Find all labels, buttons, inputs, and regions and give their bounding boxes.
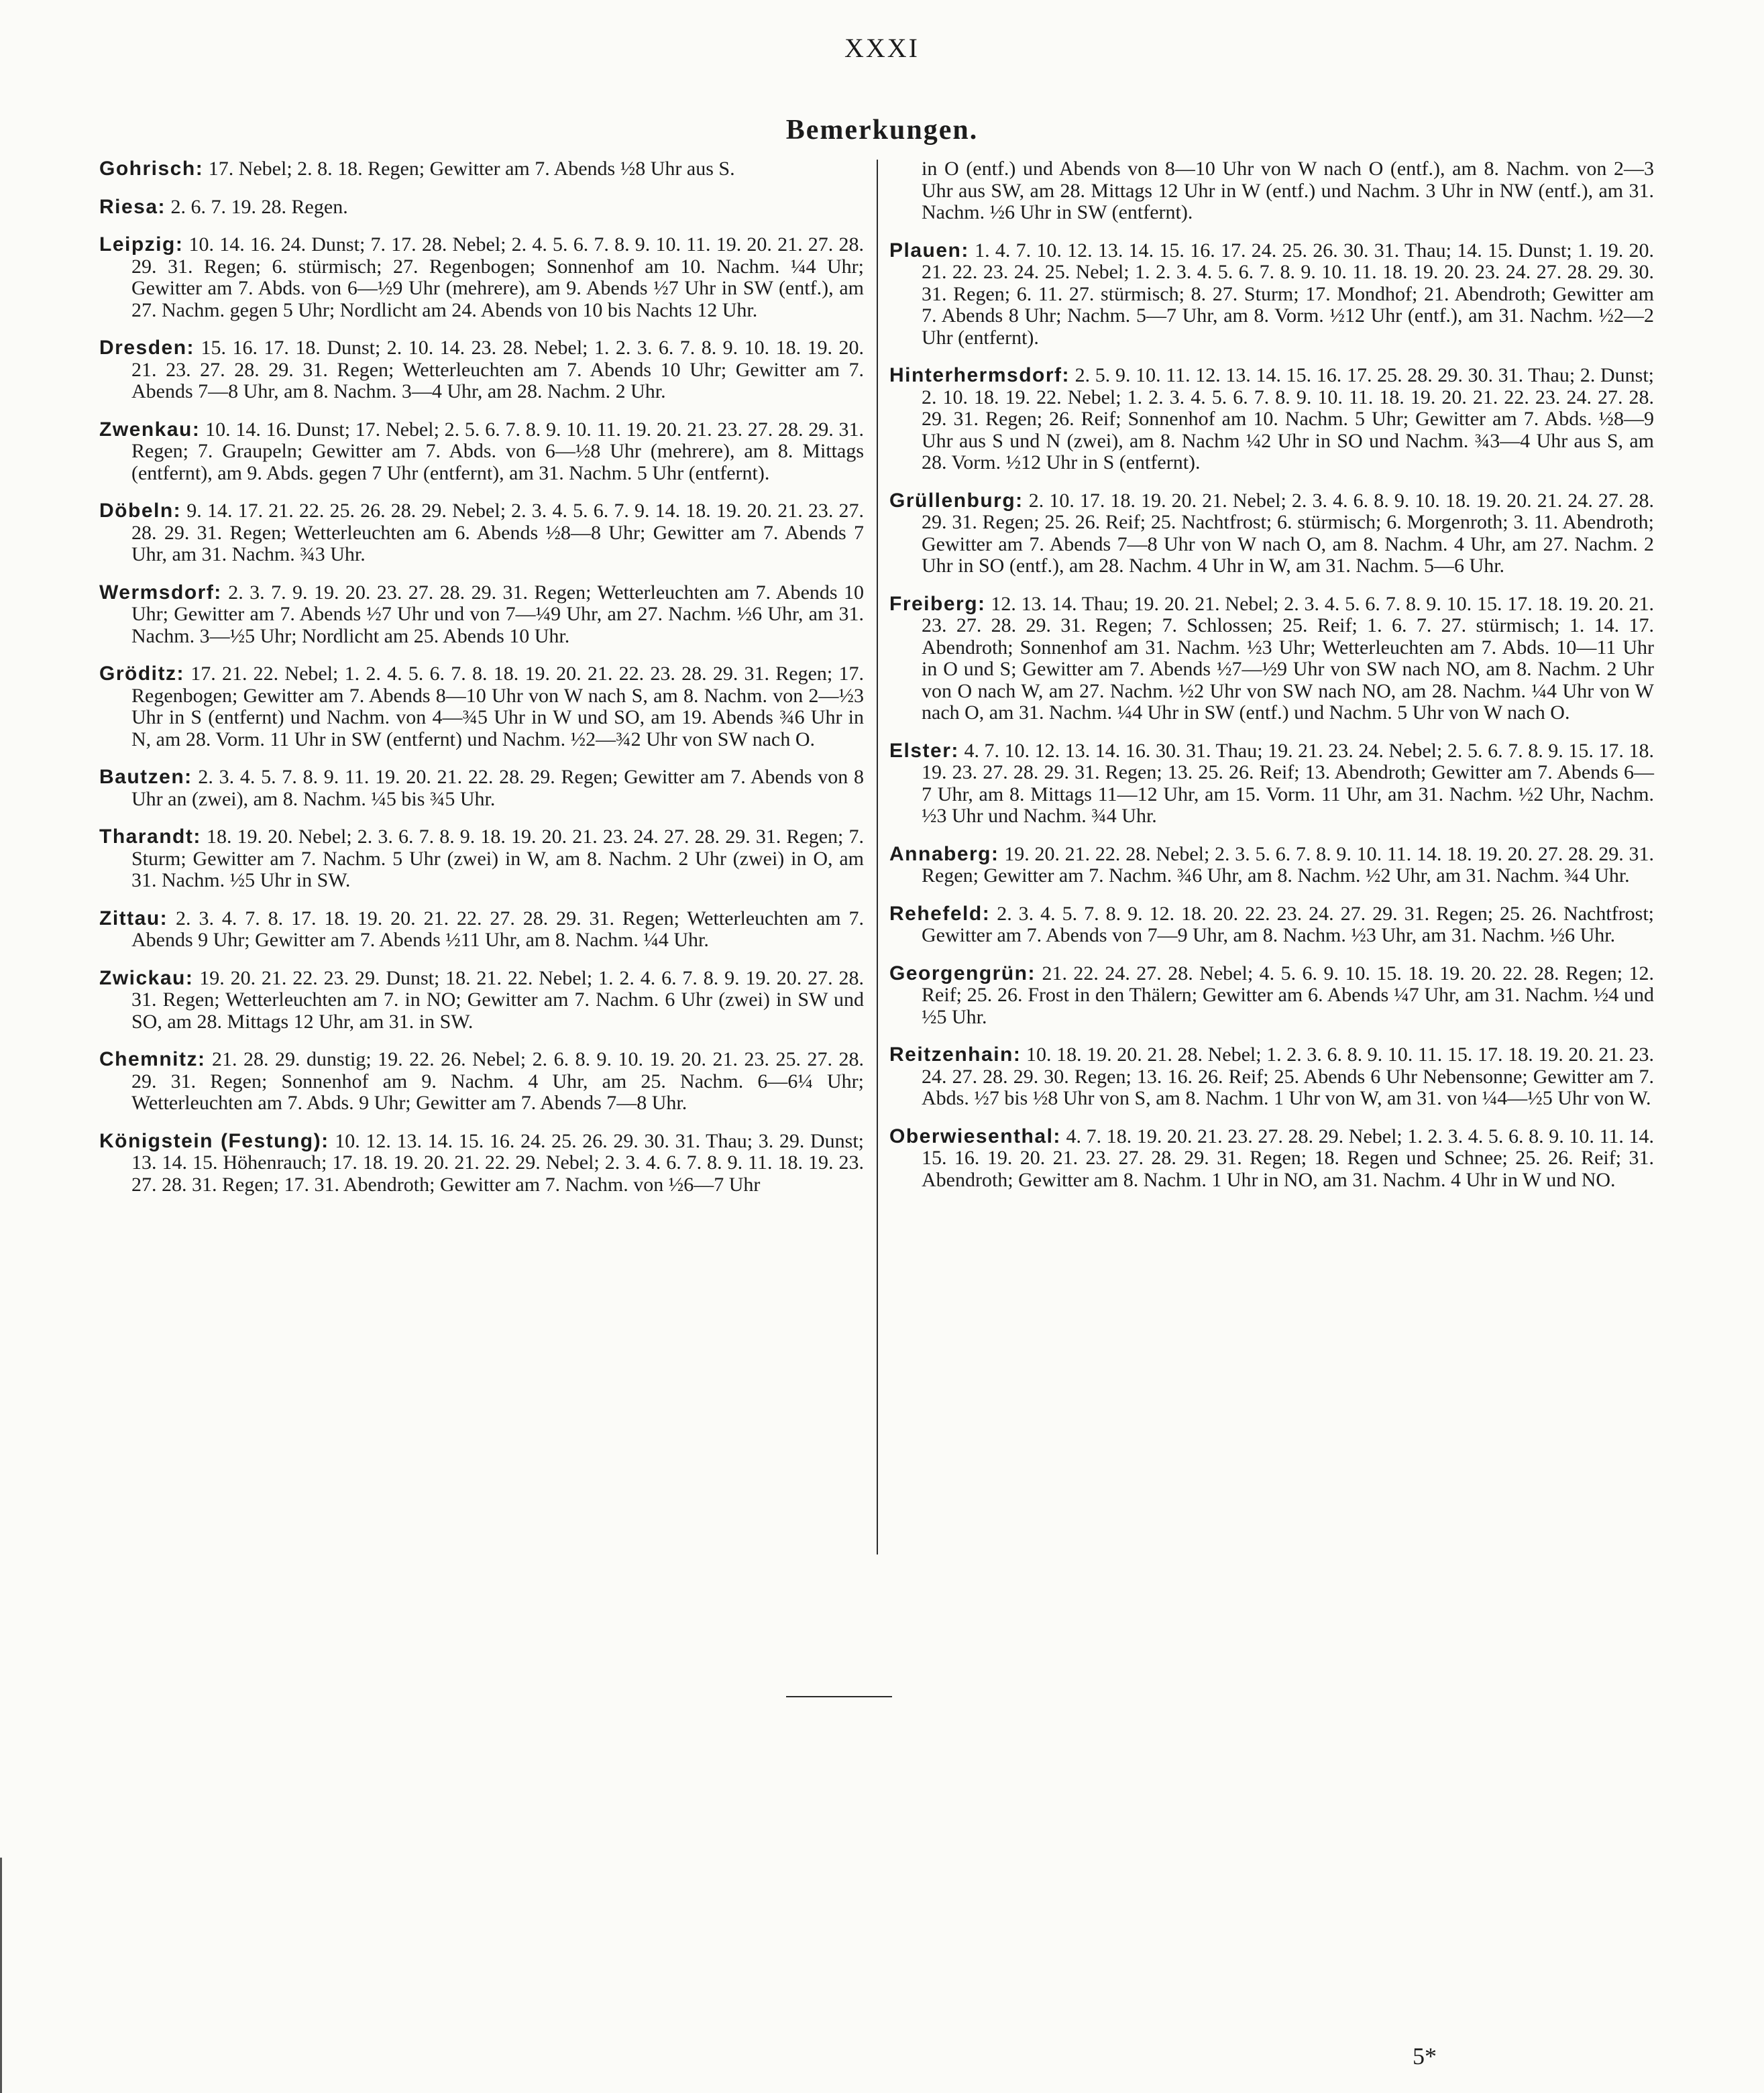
station-remarks: 17. 21. 22. Nebel; 1. 2. 4. 5. 6. 7. 8. 18. 19. 20. 21. 22. 23. 28. 29. 31. Regen; 17. Regenbogen; Gewitter am 7. Abends 8—10 Uhr von W nach S, am 8. Nachm. von 2—½3 Uhr in S (entfernt) und Nachm. von 4—¾5 Uhr in W und SO, am 19. Abends ¾6 Uhr in N, am 28. Vorm. 11 Uhr in SW (entfernt) und Nachm. ½2—¾2 Uhr von SW nach O.: [131, 663, 864, 750]
station-remarks: 4. 7. 18. 19. 20. 21. 23. 27. 28. 29. Nebel; 1. 2. 3. 4. 5. 6. 8. 9. 10. 11. 14. 15. 16. 19. 20. 21. 23. 27. 28. 29. 31. Regen; 18. Regen und Schnee; 25. 26. Reif; 31. Abendroth; Gewitter am 8. Nachm. 1 Uhr in NO, am 31. Nachm. 4 Uhr in W und NO.: [922, 1125, 1654, 1191]
station-remarks: 21. 28. 29. dunstig; 19. 22. 26. Nebel; 2. 6. 8. 9. 10. 19. 20. 21. 23. 25. 27. 28. 29. 31. Regen; Sonnenhof am 9. Nachm. 4 Uhr, am 25. Nachm. 6—6¼ Uhr; Wetterleuchten am 7. Abds. 9 Uhr; Gewitter am 7. Abends 7—8 Uhr.: [131, 1048, 864, 1114]
station-entry: [99, 767, 864, 810]
continuation-text: in O (entf.) und Abends von 8—10 Uhr von W nach O (entf.), am 8. Nachm. von 2—3 Uhr aus SW, am 28. Mittags 12 Uhr in W (entf.) und Nachm. 3 Uhr in NW (entf.), am 31. Nachm. ½6 Uhr in SW (entfernt).: [922, 158, 1654, 223]
station-entry: [99, 908, 864, 952]
end-rule: [786, 1696, 892, 1697]
binding-edge: [0, 1858, 2, 2093]
station-remarks: 17. Nebel; 2. 8. 18. Regen; Gewitter am 7. Abends ½8 Uhr aus S.: [208, 158, 735, 180]
station-name: Tharandt:: [99, 826, 201, 848]
station-entry: [99, 1049, 864, 1115]
station-name: Dresden:: [99, 337, 195, 359]
station-entry: [99, 196, 864, 219]
station-entry: [889, 593, 1654, 724]
station-entry: [99, 968, 864, 1033]
station-remarks: 15. 16. 17. 18. Dunst; 2. 10. 14. 23. 28. Nebel; 1. 2. 3. 6. 7. 8. 9. 10. 18. 19. 20. 21. 23. 27. 28. 29. 31. Regen; Wetterleuchten am 7. Abends 10 Uhr; Gewitter am 7. Abends 7—8 Uhr, am 8. Nachm. 3—4 Uhr, am 28. Nachm. 2 Uhr.: [131, 337, 864, 402]
station-name: Riesa:: [99, 195, 166, 218]
station-name: Hinterhermsdorf:: [889, 364, 1070, 386]
station-name: Leipzig:: [99, 233, 184, 256]
station-entry: [889, 963, 1654, 1029]
station-entry: [99, 500, 864, 566]
station-entry: [889, 490, 1654, 577]
station-remarks: 2. 3. 4. 5. 7. 8. 9. 12. 18. 20. 22. 23. 24. 27. 29. 31. Regen; 25. 26. Nachtfrost; Gewitter am 7. Abends von 7—9 Uhr, am 8. Nachm. ½3 Uhr, am 31. Nachm. ½6 Uhr.: [922, 902, 1655, 946]
column-divider: [877, 160, 878, 1554]
station-remarks: 2. 3. 4. 5. 7. 8. 9. 11. 19. 20. 21. 22. 28. 29. Regen; Gewitter am 7. Abends von 8 Uhr an (zwei), am 8. Nachm. ¼5 bis ¾5 Uhr.: [131, 766, 865, 810]
station-remarks: 4. 7. 10. 12. 13. 14. 16. 30. 31. Thau; 19. 21. 23. 24. Nebel; 2. 5. 6. 7. 8. 9. 15. 17. 18. 19. 23. 27. 28. 29. 31. Regen; 13. 25. 26. Reif; 13. Abendroth; Gewitter am 7. Abends 6—7 Uhr, am 8. Mittags 11—12 Uhr, am 15. Vorm. 11 Uhr, am 31. Nachm. ½2 Uhr, Nachm. ½3 Uhr und Nachm. ¾4 Uhr.: [922, 739, 1654, 827]
station-name: Königstein (Festung):: [99, 1129, 329, 1152]
station-name: Zittau:: [99, 907, 168, 929]
station-name: Rehefeld:: [889, 902, 991, 925]
station-name: Gröditz:: [99, 663, 184, 685]
station-remarks: 21. 22. 24. 27. 28. Nebel; 4. 5. 6. 9. 10. 15. 18. 19. 20. 22. 28. Regen; 12. Reif; 25. 26. Frost in den Thälern; Gewitter am 6. Abends ¼7 Uhr, am 31. Nachm. ½4 und ½5 Uhr.: [922, 962, 1654, 1028]
station-entry: [99, 663, 864, 750]
station-remarks: 10. 14. 16. 24. Dunst; 7. 17. 28. Nebel; 2. 4. 5. 6. 7. 8. 9. 10. 11. 19. 20. 21. 27. 28. 29. 31. Regen; 6. stürmisch; 27. Regenbogen; Sonnenhof am 10. Nachm. ¼4 Uhr; Gewitter am 7. Abds. von 6—½9 Uhr (mehrere), am 9. Abends ½7 Uhr in SW (entf.), am 27. Nachm. gegen 5 Uhr; Nordlicht am 24. Abends von 10 bis Nachts 12 Uhr.: [131, 233, 864, 321]
station-remarks: 2. 10. 17. 18. 19. 20. 21. Nebel; 2. 3. 4. 6. 8. 9. 10. 18. 19. 20. 21. 24. 27. 28. 29. 31. Regen; 25. 26. Reif; 25. Nachtfrost; 6. stürmisch; 6. Morgenroth; 3. 11. Abendroth; Gewitter am 7. Abends 7—8 Uhr von W nach O, am 8. Nachm. 4 Uhr, am 27. Nachm. 2 Uhr in SO (entf.), am 28. Nachm. 4 Uhr in W, am 31. Nachm. 5—6 Uhr.: [922, 489, 1655, 577]
station-remarks: 10. 18. 19. 20. 21. 28. Nebel; 1. 2. 3. 6. 8. 9. 10. 11. 15. 17. 18. 19. 20. 21. 23. 24. 27. 28. 29. 30. Regen; 13. 16. 26. Reif; 25. Abends 6 Uhr Nebensonne; Gewitter am 7. Abds. ½7 bis ½8 Uhr von S, am 8. Nachm. 1 Uhr von W, am 31. von ¼4—½5 Uhr von W.: [922, 1043, 1654, 1109]
station-remarks: 1. 4. 7. 10. 12. 13. 14. 15. 16. 17. 24. 25. 26. 30. 31. Thau; 14. 15. Dunst; 1. 19. 20. 21. 22. 23. 24. 25. Nebel; 1. 2. 3. 4. 5. 6. 7. 8. 9. 10. 11. 18. 19. 20. 23. 24. 27. 28. 29. 30. 31. Regen; 6. 11. 27. stürmisch; 8. 27. Sturm; 17. Mondhof; 21. Abendroth; Gewitter am 7. Abends 8 Uhr; Nachm. 5—7 Uhr, am 8. Vorm. ½12 Uhr (entf.), am 31. Nachm. ½2—2 Uhr (entfernt).: [922, 239, 1654, 349]
station-name: Gohrisch:: [99, 158, 204, 180]
station-name: Wermsdorf:: [99, 581, 222, 604]
station-entry: [889, 844, 1654, 887]
station-name: Bautzen:: [99, 766, 192, 788]
station-name: Zwickau:: [99, 966, 194, 989]
right-column: [889, 158, 1654, 1207]
left-column: [99, 158, 864, 1212]
station-name: Oberwiesenthal:: [889, 1125, 1061, 1147]
signature-mark: 5*: [1413, 2043, 1437, 2070]
station-name: Grüllenburg:: [889, 489, 1024, 512]
station-remarks: 19. 20. 21. 22. 28. Nebel; 2. 3. 5. 6. 7. 8. 9. 10. 11. 14. 18. 19. 20. 27. 28. 29. 31. Regen; Gewitter am 7. Nachm. ¾6 Uhr, am 8. Nachm. ½2 Uhr, am 31. Nachm. ¾4 Uhr.: [922, 842, 1655, 887]
station-entry: [99, 234, 864, 321]
station-entry: [889, 1044, 1654, 1110]
station-name: Georgengrün:: [889, 962, 1036, 984]
station-entry: [99, 1131, 864, 1196]
station-entry: [99, 158, 864, 180]
station-remarks: 2. 3. 4. 7. 8. 17. 18. 19. 20. 21. 22. 27. 28. 29. 31. Regen; Wetterleuchten am 7. Abends 9 Uhr; Gewitter am 7. Abends ½11 Uhr, am 8. Nachm. ¼4 Uhr.: [131, 907, 865, 951]
section-heading: Bemerkungen.: [785, 115, 979, 146]
station-remarks: 10. 14. 16. Dunst; 17. Nebel; 2. 5. 6. 7. 8. 9. 10. 11. 19. 20. 21. 23. 27. 28. 29. 31. Regen; 7. Graupeln; Gewitter am 7. Abds. von 6—½8 Uhr (mehrere), am 8. Mittags (entfernt), am 9. Abds. gegen 7 Uhr (entfernt), am 31. Nachm. 5 Uhr (entfernt).: [131, 418, 864, 484]
station-remarks: 19. 20. 21. 22. 23. 29. Dunst; 18. 21. 22. Nebel; 1. 2. 4. 6. 7. 8. 9. 19. 20. 27. 28. 31. Regen; Wetterleuchten am 7. in NO; Gewitter am 7. Nachm. 6 Uhr (zwei) in SW und SO, am 28. Mittags 12 Uhr, am 31. in SW.: [131, 966, 865, 1033]
page-number: XXXI: [844, 33, 920, 63]
station-entry: [889, 1126, 1654, 1192]
station-remarks: 10. 12. 13. 14. 15. 16. 24. 25. 26. 29. 30. 31. Thau; 3. 29. Dunst; 13. 14. 15. Höhenrauch; 17. 18. 19. 20. 21. 22. 29. Nebel; 2. 3. 4. 6. 7. 8. 9. 11. 18. 19. 23. 27. 28. 31. Regen; 17. 31. Abendroth; Gewitter am 7. Nachm. von ½6—7 Uhr: [131, 1129, 864, 1196]
station-remarks: 12. 13. 14. Thau; 19. 20. 21. Nebel; 2. 3. 4. 5. 6. 7. 8. 9. 10. 15. 17. 18. 19. 20. 21. 23. 27. 28. 29. 31. Regen; 7. Schlossen; 25. Reif; 1. 6. 7. 27. stürmisch; 1. 14. 17. Abendroth; Sonnenhof am 31. Nachm. ½3 Uhr; Wetterleuchten am 7. Abds. 10—11 Uhr in O und S; Gewitter am 7. Abends ½7—½9 Uhr von SW nach NO, am 8. Nachm. 2 Uhr von O nach W, am 27. Nachm. ½2 Uhr von SW nach NO, am 28. Nachm. ¼4 Uhr von W nach O, am 31. Nachm. ¼4 Uhr in SW (entf.) und Nachm. 5 Uhr von W nach O.: [922, 592, 1654, 724]
station-name: Reitzenhain:: [889, 1043, 1022, 1066]
station-remarks: 2. 6. 7. 19. 28. Regen.: [170, 195, 348, 218]
station-name: Chemnitz:: [99, 1048, 206, 1070]
station-entry: [99, 826, 864, 892]
station-name: Freiberg:: [889, 592, 986, 615]
station-entry: [889, 365, 1654, 474]
station-remarks: 2. 3. 7. 9. 19. 20. 23. 27. 28. 29. 31. Regen; Wetterleuchten am 7. Abends 10 Uhr; Gewitter am 7. Abends ½7 Uhr und von 7—¼9 Uhr, am 27. Nachm. ½6 Uhr, am 31. Nachm. 3—½5 Uhr; Nordlicht am 25. Abends 10 Uhr.: [131, 581, 865, 647]
station-remarks: 9. 14. 17. 21. 22. 25. 26. 28. 29. Nebel; 2. 3. 4. 5. 6. 7. 9. 14. 18. 19. 20. 21. 23. 27. 28. 29. 31. Regen; Wetterleuchten am 6. Abends ½8—8 Uhr; Gewitter am 7. Abends 7 Uhr, am 31. Nachm. ¾3 Uhr.: [131, 500, 864, 565]
station-name: Döbeln:: [99, 500, 182, 522]
station-name: Elster:: [889, 739, 959, 762]
station-remarks: 2. 5. 9. 10. 11. 12. 13. 14. 15. 16. 17. 25. 28. 29. 30. 31. Thau; 2. Dunst; 2. 10. 18. 19. 22. Nebel; 1. 2. 3. 4. 5. 6. 7. 8. 9. 10. 11. 18. 19. 20. 21. 22. 23. 24. 27. 28. 29. 31. Regen; 26. Reif; Sonnenhof am 10. Nachm. 5 Uhr; Gewitter am 7. Abds. ½8—9 Uhr aus S und N (zwei), am 8. Nachm ¼2 Uhr in SO und Nachm. ¾3—4 Uhr aus S, am 28. Vorm. ½12 Uhr in S (entfernt).: [922, 364, 1654, 473]
station-entry: [99, 582, 864, 648]
station-name: Annaberg:: [889, 842, 999, 865]
station-entry: [99, 337, 864, 403]
station-name: Plauen:: [889, 239, 969, 262]
station-remarks: 18. 19. 20. Nebel; 2. 3. 6. 7. 8. 9. 18. 19. 20. 21. 23. 24. 27. 28. 29. 31. Regen; 7. Sturm; Gewitter am 7. Nachm. 5 Uhr (zwei) in W, am 8. Nachm. 2 Uhr (zwei) in O, am 31. Nachm. ½5 Uhr in SW.: [131, 826, 864, 891]
station-entry: [889, 240, 1654, 349]
station-entry: [889, 740, 1654, 828]
station-entry: [99, 419, 864, 485]
station-name: Zwenkau:: [99, 418, 201, 441]
station-entry: [889, 903, 1654, 947]
